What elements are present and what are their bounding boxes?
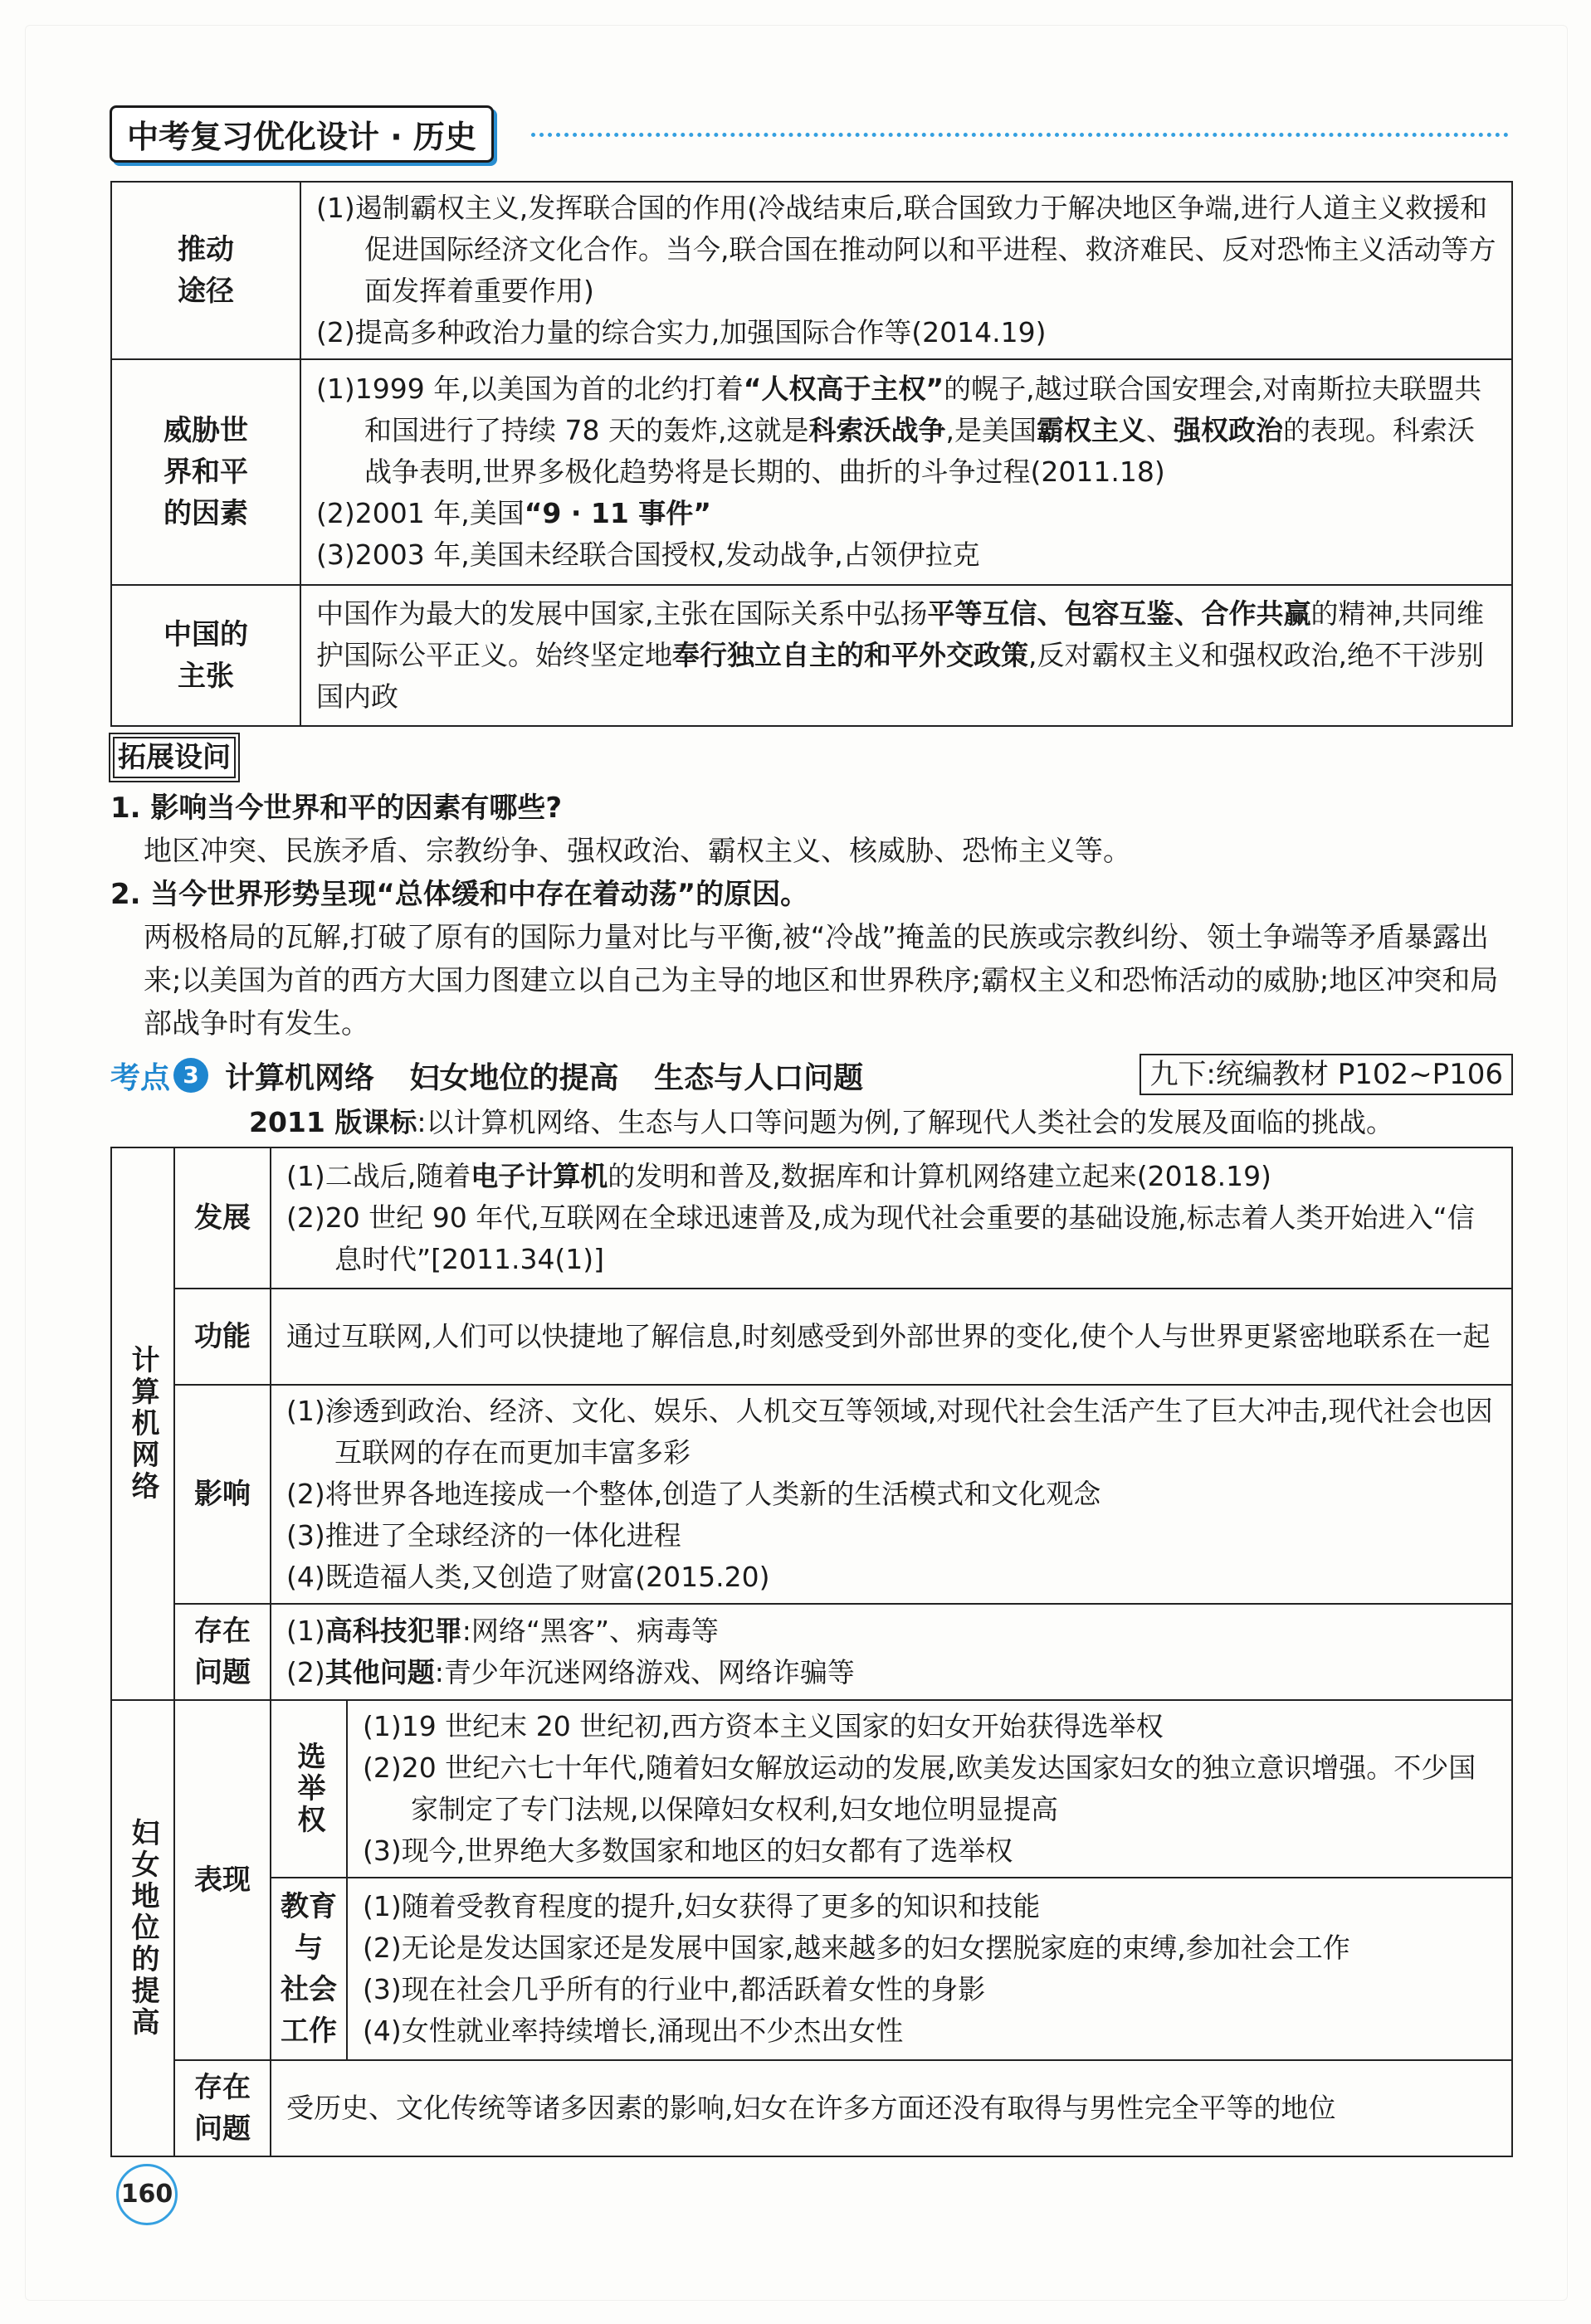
peace-table bbox=[110, 181, 1513, 727]
row-label: 影响 bbox=[174, 1385, 271, 1604]
list-item: (3)推进了全球经济的一体化进程 bbox=[286, 1519, 681, 1552]
list-item: (1)19 世纪末 20 世纪初,西方资本主义国家的妇女开始获得选举权 bbox=[363, 1710, 1164, 1742]
extension-tag: 拓展设问 bbox=[113, 737, 236, 778]
row-label: 推动 途径 bbox=[111, 182, 300, 359]
row-label: 中国的 主张 bbox=[111, 585, 300, 726]
list-item: (2)将世界各地连接成一个整体,创造了人类新的生活模式和文化观念 bbox=[286, 1478, 1101, 1510]
list-item: (2)提高多种政治力量的综合实力,加强国际合作等(2014.19) bbox=[316, 316, 1047, 348]
sub-label: 教育 与 社会 工作 bbox=[271, 1878, 347, 2060]
list-item: (4)女性就业率持续增长,涌现出不少杰出女性 bbox=[363, 2015, 904, 2047]
header-dotted-rule bbox=[531, 133, 1509, 137]
list-item: (3)现在社会几乎所有的行业中,都活跃着女性的身影 bbox=[363, 1973, 986, 2005]
list-item: (3)现今,世界绝大多数国家和地区的妇女都有了选举权 bbox=[363, 1834, 1013, 1867]
question-2: 2. 当今世界形势呈现“总体缓和中存在着动荡”的原因。 bbox=[110, 878, 809, 911]
row-content bbox=[347, 1878, 1512, 2060]
row-content bbox=[300, 182, 1512, 359]
row-content bbox=[300, 585, 1512, 726]
row-content bbox=[347, 1700, 1512, 1878]
table-row bbox=[111, 2060, 1512, 2156]
list-item: (1)遏制霸权主义,发挥联合国的作用(冷战结束后,联合国致力于解决地区争端,进行人道主义救援和促进国际经济文化合作。当今,联合国在推动阿以和平进程、救济难民、反对恐怖主义活动等方面发挥着重要作用) bbox=[316, 192, 1496, 307]
curriculum-standard: 2011 版课标:以计算机网络、生态与人口等问题为例,了解现代人类社会的发展及面临的挑战。 bbox=[249, 1106, 1393, 1138]
textbook-reference: 九下:统编教材 P102~P106 bbox=[1140, 1054, 1513, 1095]
sub-label: 选举权 bbox=[271, 1700, 347, 1878]
list-item: (2)20 世纪六七十年代,随着妇女解放运动的发展,欧美发达国家妇女的独立意识增强。不少国家制定了专门法规,以保障妇女权利,妇女地位明显提高 bbox=[363, 1752, 1476, 1825]
kaodian-number-badge: 3 bbox=[173, 1058, 208, 1093]
table-row bbox=[111, 1385, 1512, 1604]
section-heading bbox=[110, 1052, 1513, 1099]
group-label-women: 妇女地位的提高 bbox=[111, 1700, 174, 2156]
answer-2: 两极格局的瓦解,打破了原有的国际力量对比与平衡,被“冷战”掩盖的民族或宗教纠纷、领土争端等矛盾暴露出来;以美国为首的西方大国力图建立以自己为主导的地区和世界秩序;霸权主义和恐怖活动的威胁;地区冲突和局部战争时有发生。 bbox=[144, 921, 1499, 1040]
row-label: 功能 bbox=[174, 1289, 271, 1385]
question-block bbox=[110, 787, 1513, 1045]
book-title: 中考复习优化设计 · 历史 bbox=[110, 105, 494, 163]
row-content bbox=[271, 1604, 1512, 1700]
list-item: (1)1999 年,以美国为首的北约打着“人权高于主权”的幌子,越过联合国安理会,对南斯拉夫联盟共和国进行了持续 78 天的轰炸,这就是科索沃战争,是美国霸权主义、强权政治的表现。科索沃战争表明,世界多极化趋势将是长期的、曲折的斗争过程(2011.18) bbox=[316, 373, 1482, 488]
row-label: 发展 bbox=[174, 1147, 271, 1289]
table-row bbox=[111, 1700, 1512, 1878]
row-content: 通过互联网,人们可以快捷地了解信息,时刻感受到外部世界的变化,使个人与世界更紧密地联系在一起 bbox=[271, 1289, 1512, 1385]
list-item: (1)渗透到政治、经济、文化、娱乐、人机交互等领域,对现代社会生活产生了巨大冲击,现代社会也因互联网的存在而更加丰富多彩 bbox=[286, 1395, 1493, 1469]
table-row bbox=[111, 585, 1512, 726]
row-label: 表现 bbox=[174, 1700, 271, 2060]
table-row bbox=[111, 182, 1512, 359]
list-item: (1)随着受教育程度的提升,妇女获得了更多的知识和技能 bbox=[363, 1890, 1041, 1922]
group-label-computer: 计算机网络 bbox=[111, 1147, 174, 1700]
table-row bbox=[111, 1878, 1512, 2060]
list-item: (1)二战后,随着电子计算机的发明和普及,数据库和计算机网络建立起来(2018.19) bbox=[286, 1160, 1271, 1192]
table-row bbox=[111, 1147, 1512, 1289]
row-content: 受历史、文化传统等诸多因素的影响,妇女在许多方面还没有取得与男性完全平等的地位 bbox=[271, 2060, 1512, 2156]
question-1: 1. 影响当今世界和平的因素有哪些? bbox=[110, 792, 563, 825]
row-content bbox=[300, 359, 1512, 585]
page-number: 160 bbox=[116, 2164, 178, 2225]
list-item: (2)20 世纪 90 年代,互联网在全球迅速普及,成为现代社会重要的基础设施,标志着人类开始进入“信息时代”[2011.34(1)] bbox=[286, 1201, 1475, 1275]
table-row bbox=[111, 1289, 1512, 1385]
row-label: 存在 问题 bbox=[174, 2060, 271, 2156]
list-item: (2)其他问题:青少年沉迷网络游戏、网络诈骗等 bbox=[286, 1656, 855, 1688]
page-header bbox=[110, 106, 494, 161]
modern-society-table bbox=[110, 1147, 1513, 2157]
list-item: (2)无论是发达国家还是发展中国家,越来越多的妇女摆脱家庭的束缚,参加社会工作 bbox=[363, 1932, 1350, 1964]
list-item: (1)高科技犯罪:网络“黑客”、病毒等 bbox=[286, 1615, 720, 1647]
row-label: 存在 问题 bbox=[174, 1604, 271, 1700]
section-title: 计算机网络 妇女地位的提高 生态与人口问题 bbox=[225, 1060, 864, 1095]
table-row bbox=[111, 359, 1512, 585]
list-item: (4)既造福人类,又创造了财富(2015.20) bbox=[286, 1561, 770, 1593]
kaodian-label: 考点 bbox=[110, 1060, 171, 1095]
row-label: 威胁世 界和平 的因素 bbox=[111, 359, 300, 585]
paragraph: 中国作为最大的发展中国家,主张在国际关系中弘扬平等互信、包容互鉴、合作共赢的精神,共同维护国际公平正义。始终坚定地奉行独立自主的和平外交政策,反对霸权主义和强权政治,绝不干涉别国内政 bbox=[316, 597, 1484, 713]
table-row bbox=[111, 1604, 1512, 1700]
row-content bbox=[271, 1147, 1512, 1289]
list-item: (3)2003 年,美国未经联合国授权,发动战争,占领伊拉克 bbox=[316, 538, 980, 571]
answer-1: 地区冲突、民族矛盾、宗教纷争、强权政治、霸权主义、核威胁、恐怖主义等。 bbox=[144, 835, 1131, 868]
row-content bbox=[271, 1385, 1512, 1604]
list-item: (2)2001 年,美国“9 · 11 事件” bbox=[316, 497, 711, 529]
